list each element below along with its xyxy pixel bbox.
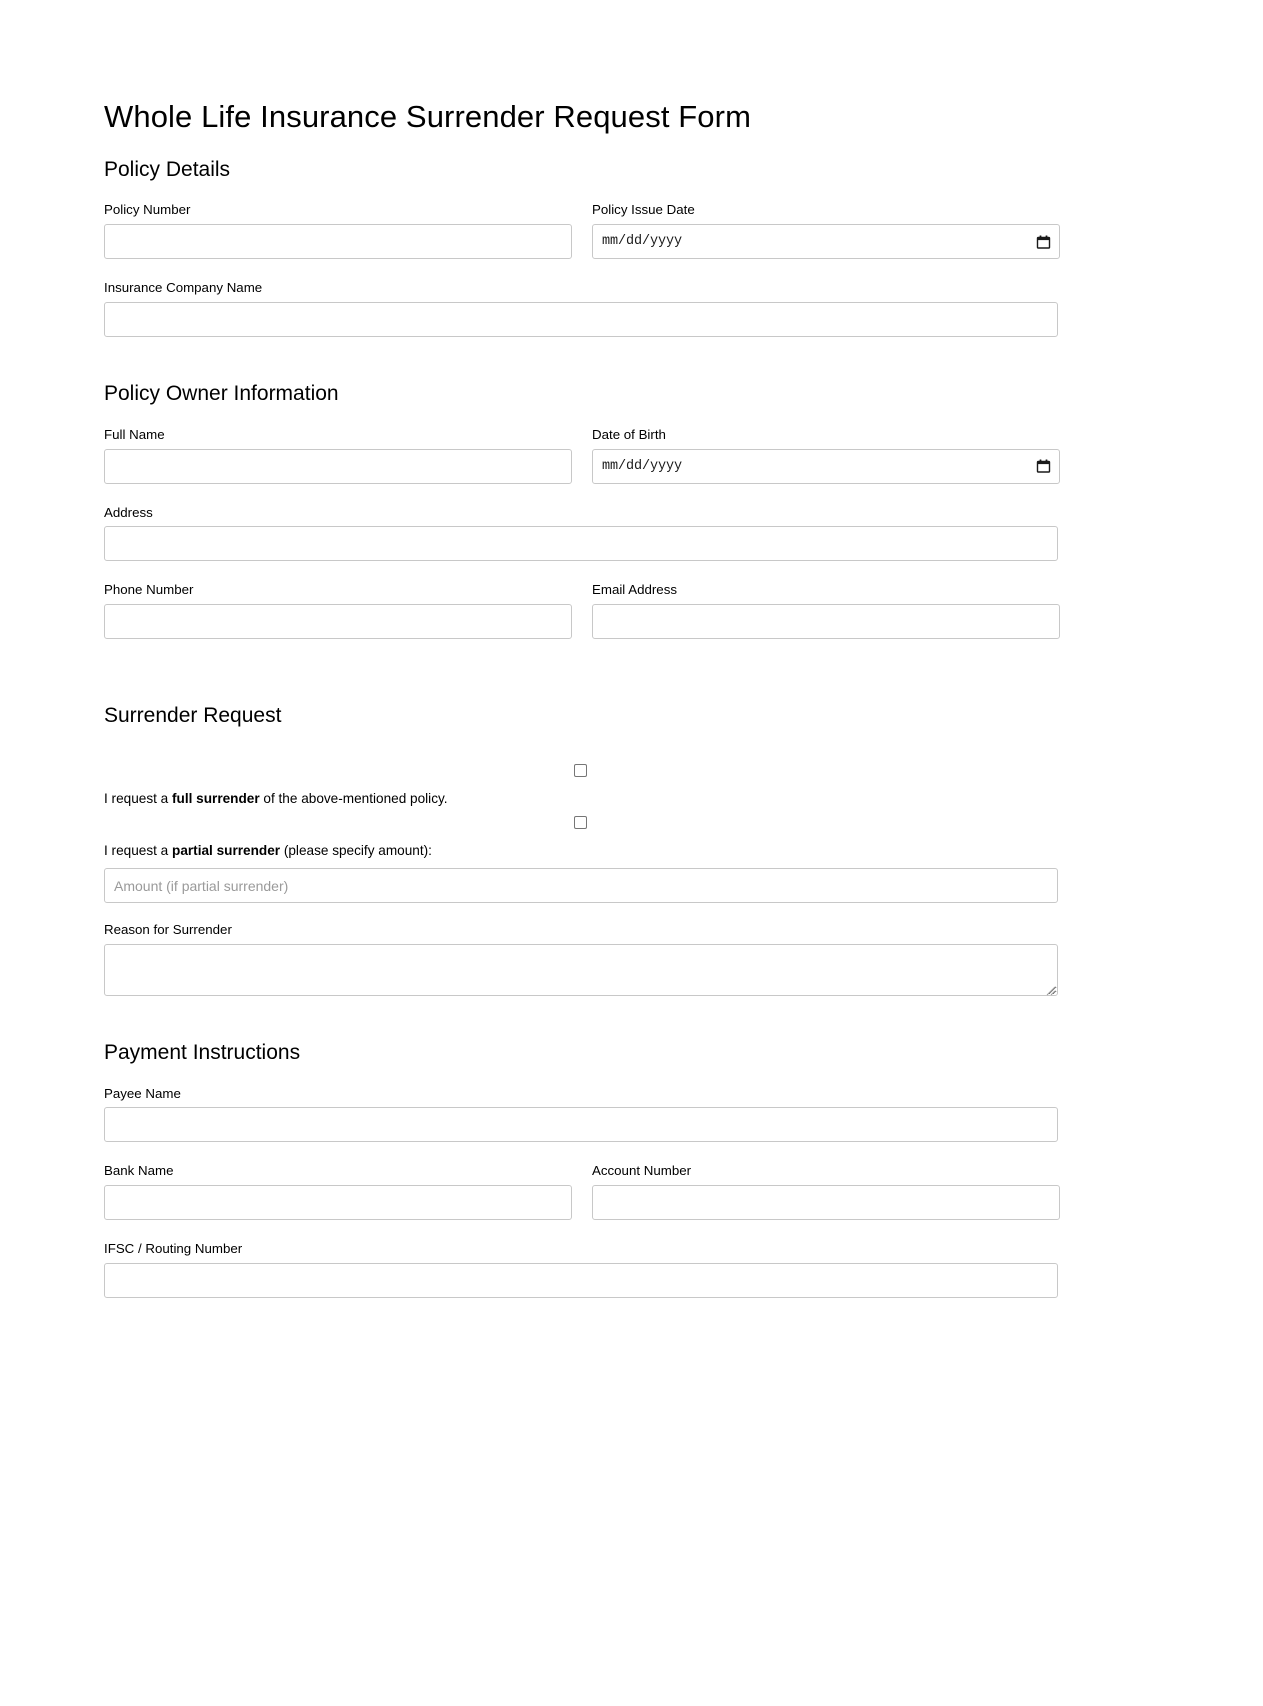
field-account-number xyxy=(592,1162,1060,1220)
field-payee-name xyxy=(104,1085,1058,1143)
partial-surrender-text-after: (please specify amount): xyxy=(280,842,432,858)
form-content xyxy=(104,98,1058,1342)
email-address-input[interactable] xyxy=(592,604,1060,639)
policy-issue-date-wrapper xyxy=(592,224,1060,259)
full-surrender-label xyxy=(104,790,1058,808)
label-full-name: Full Name xyxy=(104,426,165,442)
label-account-number: Account Number xyxy=(592,1163,692,1179)
account-number-input[interactable] xyxy=(592,1185,1060,1220)
row-policy-number-issue-date xyxy=(104,201,1058,279)
page-title: Whole Life Insurance Surrender Request Form xyxy=(104,99,751,134)
address-input[interactable] xyxy=(104,526,1058,561)
field-email-address xyxy=(592,581,1060,639)
date-of-birth-wrapper xyxy=(592,449,1060,484)
field-insurance-company-name xyxy=(104,279,1058,337)
field-date-of-birth xyxy=(592,426,1060,484)
payee-name-input[interactable] xyxy=(104,1107,1058,1142)
reason-for-surrender-textarea[interactable] xyxy=(104,944,1058,996)
label-email-address: Email Address xyxy=(592,582,677,598)
full-surrender-text-bold: full surrender xyxy=(172,790,260,806)
policy-issue-date-input[interactable] xyxy=(592,224,1060,259)
field-bank-name xyxy=(104,1162,572,1220)
ifsc-routing-number-input[interactable] xyxy=(104,1263,1058,1298)
full-name-input[interactable] xyxy=(104,449,572,484)
insurance-company-name-input[interactable] xyxy=(104,302,1058,337)
partial-surrender-text-bold: partial surrender xyxy=(172,842,281,858)
section-heading-surrender-request: Surrender Request xyxy=(104,704,282,728)
field-ifsc-routing-number xyxy=(104,1240,1058,1298)
calendar-icon[interactable] xyxy=(1036,459,1051,474)
bank-name-input[interactable] xyxy=(104,1185,572,1220)
label-payee-name: Payee Name xyxy=(104,1085,181,1101)
label-policy-issue-date: Policy Issue Date xyxy=(592,202,695,218)
full-surrender-checkbox-holder xyxy=(104,764,1058,777)
partial-surrender-checkbox[interactable] xyxy=(574,816,587,829)
policy-number-input[interactable] xyxy=(104,224,572,259)
row-bank-account xyxy=(104,1162,1058,1240)
section-heading-policy-owner: Policy Owner Information xyxy=(104,382,339,406)
section-surrender-request xyxy=(104,703,1058,996)
partial-surrender-text-before: I request a xyxy=(104,842,173,858)
field-surrender-amount xyxy=(104,868,1058,903)
spacer xyxy=(104,748,1058,764)
surrender-amount-input[interactable] xyxy=(104,868,1058,903)
label-reason-for-surrender: Reason for Surrender xyxy=(104,922,232,938)
field-full-name xyxy=(104,426,572,484)
section-heading-policy-details: Policy Details xyxy=(104,158,231,182)
row-full-name-dob xyxy=(104,426,1058,504)
reason-for-surrender-wrapper xyxy=(104,944,1058,996)
field-address xyxy=(104,504,1058,562)
label-phone-number: Phone Number xyxy=(104,582,194,598)
field-reason-for-surrender xyxy=(104,921,1058,996)
label-ifsc-routing-number: IFSC / Routing Number xyxy=(104,1241,243,1257)
policy-issue-date-placeholder: mm/dd/yyyy xyxy=(602,234,683,250)
field-policy-number xyxy=(104,201,572,259)
section-policy-details xyxy=(104,157,1058,337)
date-of-birth-input[interactable] xyxy=(592,449,1060,484)
label-address: Address xyxy=(104,504,153,520)
label-date-of-birth: Date of Birth xyxy=(592,426,666,442)
section-heading-payment-instructions: Payment Instructions xyxy=(104,1041,301,1065)
full-surrender-checkbox[interactable] xyxy=(574,764,587,777)
full-surrender-text-before: I request a xyxy=(104,790,173,806)
label-insurance-company-name: Insurance Company Name xyxy=(104,280,263,296)
full-surrender-text-after: of the above-mentioned policy. xyxy=(259,790,448,806)
date-of-birth-placeholder: mm/dd/yyyy xyxy=(602,458,683,474)
row-phone-email xyxy=(104,581,1058,659)
label-bank-name: Bank Name xyxy=(104,1163,174,1179)
partial-surrender-label xyxy=(104,842,1058,860)
phone-number-input[interactable] xyxy=(104,604,572,639)
calendar-icon[interactable] xyxy=(1036,234,1051,249)
field-phone-number xyxy=(104,581,572,639)
label-policy-number: Policy Number xyxy=(104,202,191,218)
section-policy-owner-information xyxy=(104,381,1058,659)
partial-surrender-checkbox-holder xyxy=(104,816,1058,829)
field-policy-issue-date xyxy=(592,201,1060,259)
section-payment-instructions xyxy=(104,1040,1058,1298)
